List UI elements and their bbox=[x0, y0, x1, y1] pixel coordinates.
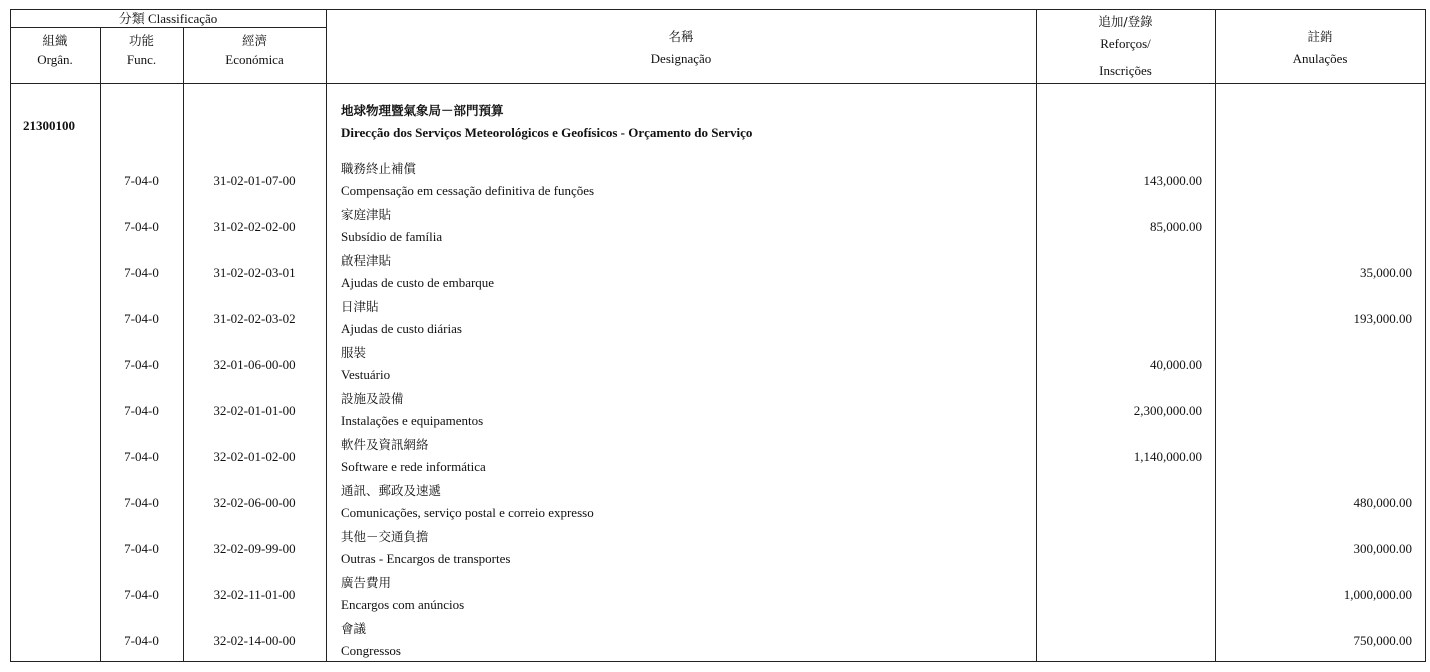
item-name-zh: 軟件及資訊網絡 bbox=[341, 437, 429, 452]
item-name-pt: Ajudas de custo diárias bbox=[341, 321, 462, 336]
annul-amount: 300,000.00 bbox=[1353, 541, 1412, 556]
classification-header: 分類 Classificação bbox=[118, 11, 218, 26]
func-code: 7-04-0 bbox=[124, 587, 159, 602]
item-name-pt: Instalações e equipamentos bbox=[341, 413, 484, 428]
reinforce-amount: 2,300,000.00 bbox=[1133, 403, 1202, 418]
item-name-pt: Encargos com anúncios bbox=[341, 597, 465, 612]
econ-code: 31-02-02-03-01 bbox=[213, 265, 296, 280]
classification-divider bbox=[10, 27, 326, 28]
func-code: 7-04-0 bbox=[124, 173, 159, 188]
annul-amount: 1,000,000.00 bbox=[1343, 587, 1412, 602]
table-row bbox=[10, 205, 1426, 251]
organ-title-pt: Direcção dos Serviços Meteorológicos e Geofísicos - Orçamento do Serviço bbox=[341, 125, 753, 140]
organ-header-zh: 組織 bbox=[42, 33, 68, 48]
item-name-zh: 設施及設備 bbox=[341, 391, 404, 406]
annul-amount: 193,000.00 bbox=[1353, 311, 1412, 326]
designation-header-zh: 名稱 bbox=[668, 29, 694, 44]
annul-amount: 480,000.00 bbox=[1353, 495, 1412, 510]
func-code: 7-04-0 bbox=[124, 265, 159, 280]
table-row bbox=[10, 527, 1426, 573]
budget-table bbox=[10, 9, 1426, 662]
func-code: 7-04-0 bbox=[124, 403, 159, 418]
table-row bbox=[10, 435, 1426, 481]
table-row bbox=[10, 159, 1426, 205]
designation-header-pt: Designação bbox=[650, 51, 712, 66]
econ-code: 32-01-06-00-00 bbox=[213, 357, 296, 372]
table-row bbox=[10, 297, 1426, 343]
item-name-zh: 職務終止補償 bbox=[341, 161, 417, 176]
reinforce-header-zh: 追加/登錄 bbox=[1098, 14, 1153, 29]
item-name-zh: 啟程津貼 bbox=[341, 253, 392, 268]
annul-header-pt: Anulações bbox=[1292, 51, 1348, 66]
func-code: 7-04-0 bbox=[124, 449, 159, 464]
table-row bbox=[10, 251, 1426, 297]
reinforce-amount: 40,000.00 bbox=[1150, 357, 1202, 372]
item-name-pt: Compensação em cessação definitiva de funções bbox=[341, 183, 595, 198]
econ-code: 32-02-01-01-00 bbox=[213, 403, 296, 418]
econ-code: 31-02-02-02-00 bbox=[213, 219, 296, 234]
reinforce-amount: 1,140,000.00 bbox=[1133, 449, 1202, 464]
item-name-pt: Vestuário bbox=[341, 367, 391, 382]
item-name-zh: 其他－交通負擔 bbox=[341, 529, 429, 544]
item-name-pt: Subsídio de família bbox=[341, 229, 443, 244]
econ-code: 31-02-01-07-00 bbox=[213, 173, 296, 188]
func-header-zh: 功能 bbox=[128, 33, 154, 48]
item-name-zh: 廣告費用 bbox=[341, 575, 392, 590]
reinforce-header-pt-1: Reforços/ bbox=[1100, 36, 1151, 51]
econ-code: 32-02-06-00-00 bbox=[213, 495, 296, 510]
reinforce-amount: 143,000.00 bbox=[1143, 173, 1202, 188]
table-row bbox=[10, 481, 1426, 527]
econ-code: 32-02-01-02-00 bbox=[213, 449, 296, 464]
func-code: 7-04-0 bbox=[124, 633, 159, 648]
organ-code: 21300100 bbox=[23, 118, 75, 133]
reinforce-header-pt-2: Inscrições bbox=[1099, 63, 1152, 78]
item-name-zh: 通訊、郵政及速遞 bbox=[341, 483, 442, 498]
item-name-pt: Ajudas de custo de embarque bbox=[341, 275, 495, 290]
func-code: 7-04-0 bbox=[124, 311, 159, 326]
organ-title-zh: 地球物理暨氣象局－部門預算 bbox=[341, 103, 504, 118]
func-header-pt: Func. bbox=[126, 52, 157, 67]
table-row bbox=[10, 343, 1426, 389]
item-name-pt: Comunicações, serviço postal e correio expresso bbox=[341, 505, 594, 520]
func-code: 7-04-0 bbox=[124, 541, 159, 556]
func-code: 7-04-0 bbox=[124, 357, 159, 372]
econ-header-zh: 經濟 bbox=[241, 33, 267, 48]
organ-header-pt: Orgân. bbox=[37, 52, 73, 67]
econ-header-pt: Económica bbox=[225, 52, 284, 67]
table-row bbox=[10, 619, 1426, 665]
func-code: 7-04-0 bbox=[124, 219, 159, 234]
item-name-pt: Outras - Encargos de transportes bbox=[341, 551, 511, 566]
item-name-zh: 服裝 bbox=[341, 345, 367, 360]
func-code: 7-04-0 bbox=[124, 495, 159, 510]
item-name-zh: 日津貼 bbox=[341, 299, 379, 314]
table-row bbox=[10, 573, 1426, 619]
item-name-pt: Software e rede informática bbox=[341, 459, 486, 474]
table-top-border bbox=[10, 9, 1426, 10]
econ-code: 31-02-02-03-02 bbox=[213, 311, 296, 326]
table-row bbox=[10, 389, 1426, 435]
annul-amount: 750,000.00 bbox=[1353, 633, 1412, 648]
econ-code: 32-02-11-01-00 bbox=[213, 587, 296, 602]
econ-code: 32-02-14-00-00 bbox=[213, 633, 296, 648]
reinforce-amount: 85,000.00 bbox=[1150, 219, 1202, 234]
item-name-pt: Congressos bbox=[341, 643, 401, 658]
annul-header-zh: 註銷 bbox=[1307, 29, 1333, 44]
econ-code: 32-02-09-99-00 bbox=[213, 541, 296, 556]
item-name-zh: 會議 bbox=[341, 621, 367, 636]
item-name-zh: 家庭津貼 bbox=[341, 207, 392, 222]
header-bottom-border bbox=[10, 83, 1426, 84]
annul-amount: 35,000.00 bbox=[1360, 265, 1412, 280]
